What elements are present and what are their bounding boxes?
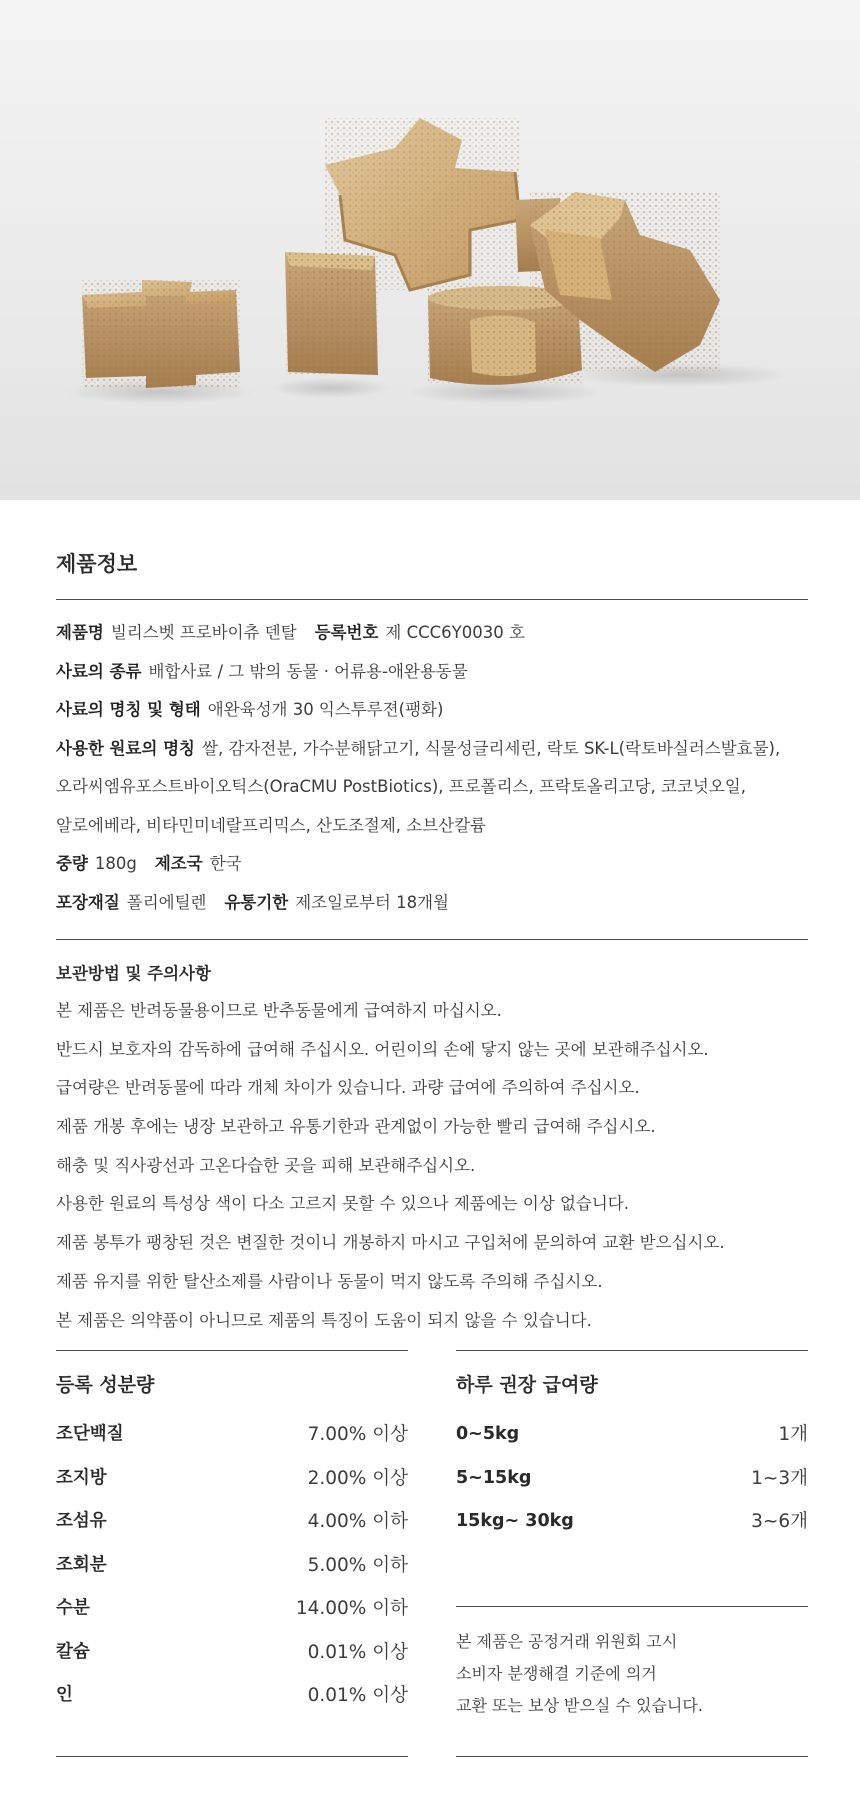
weight: 180g [94, 854, 137, 873]
feeding-amount: 3~6개 [751, 1511, 808, 1532]
nutrient-title: 등록 성분량 [56, 1374, 155, 1396]
nutrient-name: 조회분 [56, 1554, 107, 1575]
feeding-title: 하루 권장 급여량 [456, 1374, 598, 1396]
section-title: 제품정보 [56, 552, 138, 576]
nutrient-name: 인 [56, 1685, 73, 1705]
label-expiry: 유통기한 [224, 892, 289, 912]
table-row [56, 1674, 408, 1718]
table-row [456, 1413, 808, 1457]
info-line-weight [56, 845, 816, 884]
table-row [56, 1457, 408, 1501]
table-row [56, 1544, 408, 1588]
table-row [56, 1631, 408, 1675]
notice-line: 교환 또는 보상 받으실 수 있습니다. [456, 1696, 703, 1715]
product-name: 빌리스벳 프로바이츄 덴탈 [110, 623, 297, 642]
notice-line: 소비자 분쟁해결 기준에 의거 [456, 1664, 657, 1683]
packaging: 폴리에틸렌 [126, 892, 207, 912]
label-feed-form: 사료의 명칭 및 형태 [56, 700, 201, 719]
ingredients-part2: 오라씨엠유포스트바이오틱스(OraCMU PostBiotics), 프로폴리스, 프락토올리고당, 코코넛오일, [56, 777, 746, 796]
label-packaging: 포장재질 [56, 892, 120, 912]
feeding-amount: 1개 [778, 1424, 808, 1445]
label-product-name: 제품명 [56, 623, 104, 642]
nutrient-value: 7.00% 이상 [307, 1424, 408, 1445]
table-row [56, 1587, 408, 1631]
divider [456, 1350, 808, 1351]
feed-form: 애완육성개 30 익스투루젼(팽화) [207, 700, 444, 719]
label-country: 제조국 [154, 854, 203, 873]
expiry: 제조일로부터 18개월 [295, 892, 449, 912]
nutrient-value: 4.00% 이하 [307, 1511, 408, 1532]
label-feed-type: 사료의 종류 [56, 661, 142, 681]
notice-line: 본 제품은 공정거래 위원회 고시 [456, 1632, 678, 1651]
table-row [56, 1413, 408, 1457]
ingredients-part1: 쌀, 감자전분, 가수분해닭고기, 식물성글리세린, 락토 SK-L(락토바실러스발효물), [202, 738, 781, 758]
nutrient-value: 5.00% 이하 [307, 1554, 408, 1576]
weight-range: 15kg~ 30kg [456, 1511, 574, 1531]
registration-number: 제 CCC6Y0030 호 [385, 623, 525, 642]
product-info [56, 614, 816, 922]
weight-range: 5~15kg [456, 1467, 532, 1488]
feed-type: 배합사료 / 그 밖의 동물 · 어류용-애완용동물 [148, 661, 468, 681]
caution-line: 본 제품은 반려동물용이므로 반추동물에게 급여하지 마십시오. [56, 1001, 502, 1020]
feeding-table [456, 1357, 808, 1544]
caution-line: 반드시 보호자의 감독하에 급여해 주십시오. 어린이의 손에 닿지 않는 곳에 보관해주십시오. [56, 1039, 709, 1059]
nutrient-table [56, 1357, 408, 1718]
divider [56, 939, 808, 940]
product-photo [0, 0, 860, 500]
info-line-form [56, 691, 816, 730]
nutrient-name: 조지방 [56, 1467, 107, 1488]
info-line-packaging [56, 884, 816, 923]
nutrient-value: 0.01% 이상 [307, 1641, 408, 1663]
nutrient-value: 0.01% 이상 [307, 1685, 408, 1706]
label-ingredients: 사용한 원료의 명칭 [56, 738, 196, 758]
label-registration-number: 등록번호 [314, 623, 379, 642]
feeding-amount: 1~3개 [751, 1467, 808, 1489]
divider [56, 1756, 408, 1757]
info-line-ingredients [56, 730, 816, 769]
exchange-notice [456, 1626, 703, 1722]
nutrient-name: 조섬유 [56, 1511, 107, 1531]
nutrient-name: 수분 [56, 1598, 90, 1618]
ingredients-part3: 알로에베라, 비타민미네랄프리믹스, 산도조절제, 소브산칼륨 [56, 815, 486, 835]
info-line-name [56, 614, 816, 653]
storage-caution [56, 956, 816, 1340]
caution-line: 제품 개봉 후에는 냉장 보관하고 유통기한과 관계없이 가능한 빨리 급여해 주십시오. [56, 1117, 656, 1137]
table-row [456, 1500, 808, 1544]
country: 한국 [209, 854, 242, 873]
divider [56, 1350, 408, 1351]
nutrient-name: 칼슘 [56, 1641, 90, 1662]
caution-title: 보관방법 및 주의사항 [56, 964, 211, 983]
table-row [456, 1457, 808, 1501]
caution-line: 제품 유지를 위한 탈산소제를 사람이나 동물이 먹지 않도록 주의해 주십시오. [56, 1271, 603, 1291]
info-line-type [56, 653, 816, 692]
nutrient-name: 조단백질 [56, 1424, 124, 1444]
dental-chew-illustration [0, 0, 860, 500]
caution-line: 제품 봉투가 팽창된 것은 변질한 것이니 개봉하지 마시고 구입처에 문의하여 교환 받으십시오. [56, 1233, 725, 1253]
caution-line: 해충 및 직사광선과 고온다습한 곳을 피해 보관해주십시오. [56, 1155, 476, 1175]
weight-range: 0~5kg [456, 1424, 520, 1444]
divider [56, 599, 808, 600]
caution-line: 본 제품은 의약품이 아니므로 제품의 특징이 도움이 되지 않을 수 있습니다. [56, 1310, 592, 1330]
label-weight: 중량 [56, 854, 88, 873]
divider [456, 1606, 808, 1607]
table-row [56, 1500, 408, 1544]
divider [456, 1756, 808, 1757]
caution-line: 급여량은 반려동물에 따라 개체 차이가 있습니다. 과량 급여에 주의하여 주십시오. [56, 1078, 640, 1098]
caution-line: 사용한 원료의 특성상 색이 다소 고르지 못할 수 있으나 제품에는 이상 없습니다. [56, 1194, 629, 1214]
nutrient-value: 2.00% 이상 [307, 1467, 408, 1489]
nutrient-value: 14.00% 이하 [295, 1598, 408, 1619]
